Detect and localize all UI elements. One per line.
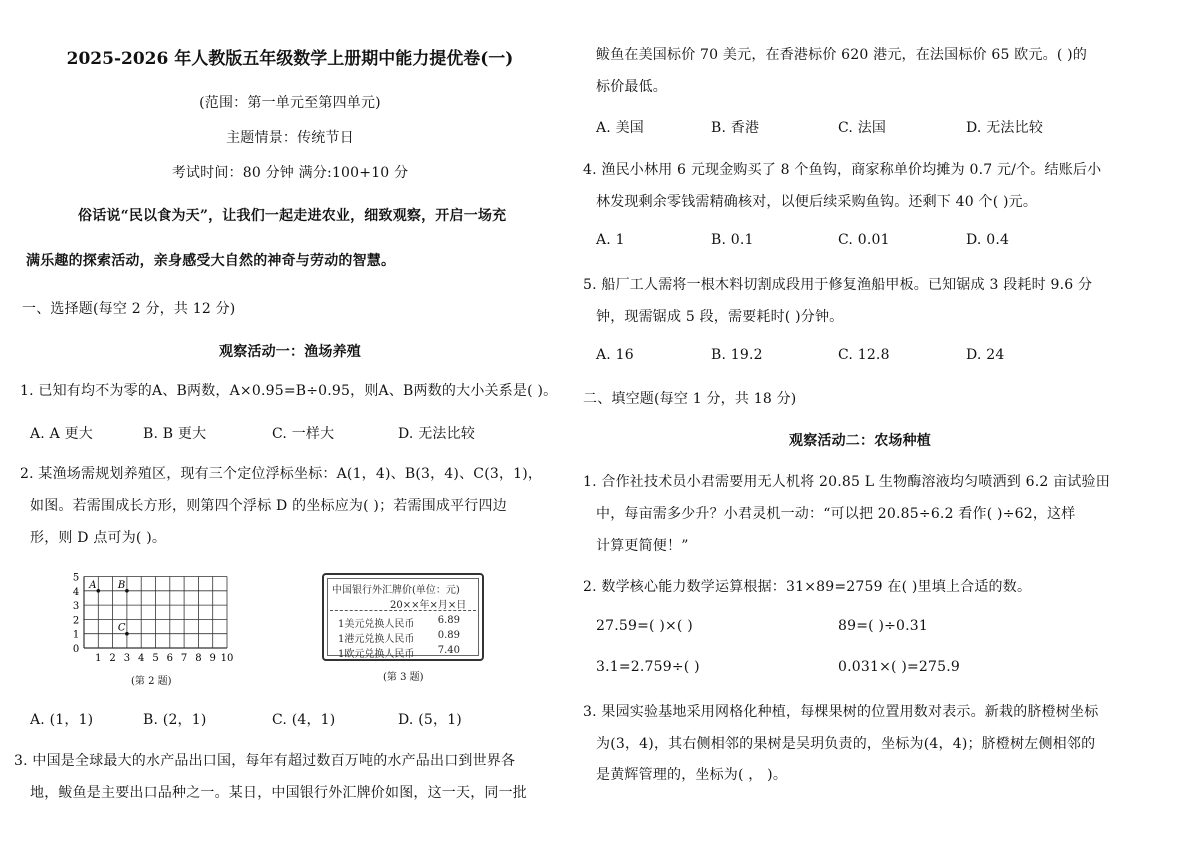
intro-line-1: 俗话说“民以食为天”，让我们一起走进农业，细致观察，开启一场充: [78, 208, 507, 224]
s2-q1-line-2: 中，每亩需多少升？小君灵机一动：“可以把 20.85÷6.2 看作( )÷62，这样: [596, 506, 1076, 522]
y-tick-label: 4: [72, 586, 80, 598]
q4-line-1: 4. 渔民小林用 6 元现金购买了 8 个鱼钩，商家称单价均摊为 0.7 元/个。结账后小: [583, 162, 1102, 178]
s2-q1-line-3: 计算更简便！”: [596, 538, 689, 554]
q1-option-b: B. B 更大: [143, 426, 207, 442]
exchange-rate-row: [338, 630, 478, 645]
grid-point: [97, 589, 101, 593]
q4-option-c: C. 0.01: [838, 232, 890, 248]
activity1-heading: 观察活动一：渔场养殖: [219, 344, 361, 360]
s2-q1-line-1: 1. 合作社技术员小君需要用无人机将 20.85 L 生物酶溶液均匀喷洒到 6.2 亩试验田: [583, 474, 1110, 490]
q2-line-2: 如图。若需围成长方形，则第四个浮标 D 的坐标应为( )；若需围成平行四边: [30, 498, 507, 514]
x-tick-label: 8: [195, 653, 202, 664]
q3-option-c: C. 法国: [838, 120, 887, 136]
x-tick-label: 3: [123, 653, 131, 664]
exchange-rate-title: 中国银行外汇牌价(单位：元): [332, 585, 460, 596]
exchange-rate-row: [338, 615, 478, 630]
s2-q2-item-4: 0.031×( )=275.9: [838, 659, 960, 675]
intro-line-2: 满乐趣的探索活动，亲身感受大自然的神奇与劳动的智慧。: [26, 253, 396, 269]
x-tick-label: 9: [209, 653, 216, 664]
q2-line-3: 形，则 D 点可为( )。: [30, 530, 167, 546]
s2-q2-item-2: 89=( )÷0.31: [838, 618, 929, 634]
grid-points: [88, 580, 128, 636]
q3-option-a: A. 美国: [596, 120, 645, 136]
activity2-heading: 观察活动二：农场种植: [789, 433, 931, 449]
q5-option-c: C. 12.8: [838, 347, 890, 363]
q5-option-a: A. 16: [596, 347, 634, 363]
figure2-caption: (第 2 题): [131, 676, 172, 687]
grid-lines: [84, 577, 227, 649]
s2-q3-line-3: 是黄辉管理的，坐标为( ， )。: [596, 767, 788, 783]
q3-line-2: 地，鲅鱼是主要出口品种之一。某日，中国银行外汇牌价如图，这一天，同一批: [30, 785, 527, 801]
exchange-rate-date: 20××年×月×日: [390, 600, 467, 611]
q3-line-3: 鲅鱼在美国标价 70 美元，在香港标价 620 港元，在法国标价 65 欧元。( )的: [596, 47, 1088, 63]
exam-info: 考试时间：80 分钟 满分:100+10 分: [171, 165, 409, 181]
q1-option-c: C. 一样大: [272, 426, 335, 442]
exam-theme: 主题情景：传统节日: [226, 130, 354, 146]
x-tick-label: 5: [152, 653, 159, 664]
x-tick-label: 6: [166, 653, 173, 664]
q3-line-1: 3. 中国是全球最大的水产品出口国，每年有超过数百万吨的水产品出口到世界各: [14, 753, 516, 769]
q2-line-1: 2. 某渔场需规划养殖区，现有三个定位浮标坐标：A(1，4)、B(3，4)、C(3，1)，: [20, 466, 543, 482]
exchange-rate-row-label: 1美元兑换人民币: [338, 619, 415, 630]
s2-q2-item-3: 3.1=2.759÷( ): [596, 659, 700, 675]
x-tick-label: 2: [109, 653, 116, 664]
exam-scope: (范围：第一单元至第四单元): [199, 95, 381, 111]
exchange-rate-row-label: 1港元兑换人民币: [338, 634, 415, 645]
q2-option-b: B. (2，1): [143, 712, 207, 728]
s2-q3-line-1: 3. 果园实验基地采用网格化种植，每棵果树的位置用数对表示。新栽的脐橙树坐标: [583, 704, 1099, 720]
grid-point: [125, 632, 129, 636]
x-tick-label: 7: [180, 653, 188, 664]
exchange-rate-row-value: 0.89: [437, 630, 460, 641]
grid-point: [125, 589, 129, 593]
q5-line-2: 钟，现需锯成 5 段，需要耗时( )分钟。: [596, 309, 844, 325]
y-axis-labels: [73, 573, 79, 656]
y-tick-label: 0: [72, 644, 80, 655]
q1-stem: 1. 已知有均不为零的A、B两数，A×0.95=B÷0.95，则A、B两数的大小关系是( )。: [20, 383, 558, 399]
exchange-rate-row: [338, 645, 478, 660]
q5-option-b: B. 19.2: [711, 347, 763, 363]
x-axis-labels: [95, 653, 233, 664]
y-tick-label: 1: [72, 629, 80, 641]
exchange-rate-row-value: 7.40: [437, 645, 460, 656]
q1-option-d: D. 无法比较: [398, 426, 476, 442]
coordinate-grid-figure: [70, 571, 245, 671]
q5-line-1: 5. 船厂工人需将一根木料切割成段用于修复渔船甲板。已知锯成 3 段耗时 9.6 分: [583, 277, 1093, 293]
grid-point-label: A: [89, 579, 97, 591]
section1-heading: 一、选择题(每空 2 分，共 12 分): [22, 301, 236, 317]
q4-option-d: D. 0.4: [966, 232, 1010, 248]
grid-point-label: B: [117, 579, 126, 591]
q3-option-b: B. 香港: [711, 120, 760, 136]
q4-option-a: A. 1: [596, 232, 625, 248]
exchange-rate-row-label: 1欧元兑换人民币: [338, 649, 415, 660]
s2-q2-item-1: 27.59=( )×( ): [596, 618, 693, 634]
x-tick-label: 1: [95, 653, 102, 664]
figure3-caption: (第 3 题): [383, 672, 424, 683]
q4-option-b: B. 0.1: [711, 232, 754, 248]
q1-option-a: A. A 更大: [30, 426, 93, 442]
q3-option-d: D. 无法比较: [966, 120, 1044, 136]
y-tick-label: 2: [72, 615, 80, 627]
q3-line-4: 标价最低。: [596, 79, 667, 95]
s2-q2-stem: 2. 数学核心能力数学运算根据：31×89=2759 在( )里填上合适的数。: [583, 579, 1032, 595]
s2-q3-line-2: 为(3，4)，其右侧相邻的果树是吴玥负责的，坐标为(4，4)；脐橙树左侧相邻的: [596, 736, 1096, 752]
section2-heading: 二、填空题(每空 1 分，共 18 分): [583, 391, 797, 407]
exchange-rate-divider: [330, 610, 476, 611]
exchange-rate-row-value: 6.89: [437, 615, 460, 626]
q2-option-c: C. (4，1): [272, 712, 336, 728]
x-tick-label: 4: [138, 653, 145, 664]
q4-line-2: 林发现剩余零钱需精确核对，以便后续采购鱼钩。还剩下 40 个( )元。: [596, 194, 1038, 210]
grid-point-label: C: [117, 622, 126, 634]
exchange-rate-board: [322, 573, 484, 661]
y-tick-label: 5: [72, 572, 80, 584]
q5-option-d: D. 24: [966, 347, 1005, 363]
x-tick-label: 10: [220, 653, 234, 664]
q2-option-d: D. (5，1): [398, 712, 462, 728]
page-title: 2025-2026 年人教版五年级数学上册期中能力提优卷(一): [66, 49, 514, 69]
y-tick-label: 3: [72, 601, 80, 613]
q2-option-a: A. (1，1): [30, 712, 94, 728]
